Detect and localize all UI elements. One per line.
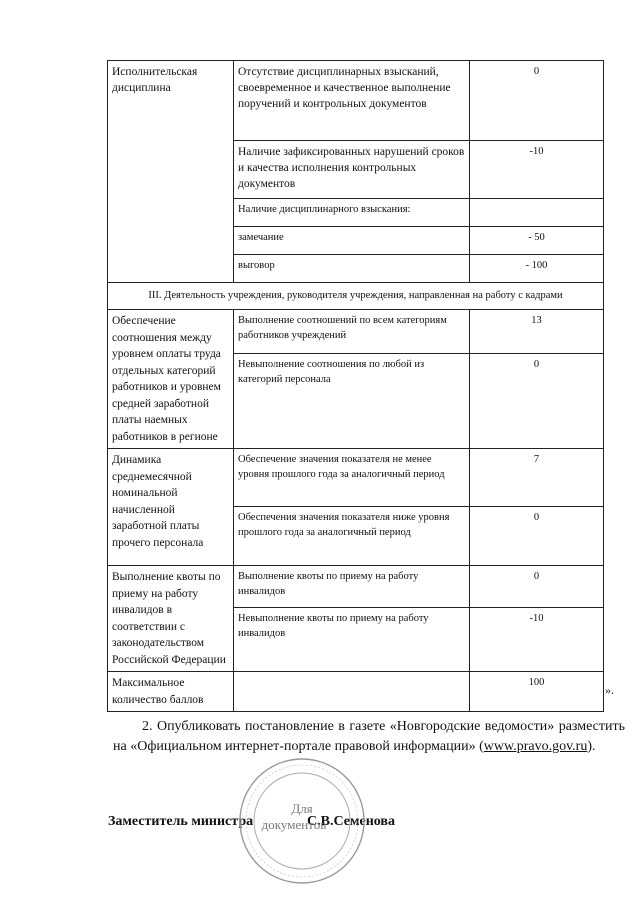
criterion-cell: Невыполнение соотношения по любой из категорий персонала bbox=[234, 353, 470, 448]
indicator-cell: Обеспечение соотношения между уровнем оплаты труда отдельных категорий работников и уровнем средней заработной платы наемных работников в регионе bbox=[108, 310, 234, 449]
paragraph-text bbox=[113, 717, 625, 757]
score-cell: - 50 bbox=[470, 227, 604, 255]
stamp-text-1: Для bbox=[291, 801, 313, 816]
score-cell: -10 bbox=[470, 607, 604, 671]
indicator-cell: Выполнение квоты по приему на работу инвалидов в соответствии с законодательством Российской Федерации bbox=[108, 566, 234, 672]
paragraph-2 bbox=[113, 717, 625, 757]
total-row bbox=[108, 672, 604, 712]
paragraph-number: 2. bbox=[142, 719, 153, 734]
paragraph-body: Опубликовать постановление в газете «Новгородские ведомости» разместить на «Официальном интернет-портале правовой информации» ( bbox=[113, 719, 626, 754]
score-cell: 7 bbox=[470, 449, 604, 507]
score-cell: 0 bbox=[470, 507, 604, 566]
score-cell: -10 bbox=[470, 141, 604, 199]
official-stamp-icon bbox=[236, 755, 368, 887]
table-row bbox=[108, 566, 604, 608]
score-cell: 0 bbox=[470, 566, 604, 608]
criterion-cell: замечание bbox=[234, 227, 470, 255]
section-row bbox=[108, 283, 604, 310]
section-title: III. Деятельность учреждения, руководителя учреждения, направленная на работу с кадрами bbox=[108, 283, 604, 310]
table-row bbox=[108, 310, 604, 354]
criterion-cell: Наличие зафиксированных нарушений сроков и качества исполнения контрольных документов bbox=[234, 141, 470, 199]
pravo-link[interactable]: www.pravo.gov.ru bbox=[483, 739, 588, 754]
score-cell: 0 bbox=[470, 353, 604, 448]
criterion-cell: Невыполнение квоты по приему на работу инвалидов bbox=[234, 607, 470, 671]
score-cell: - 100 bbox=[470, 255, 604, 283]
score-cell: 13 bbox=[470, 310, 604, 354]
criterion-cell: Отсутствие дисциплинарных взысканий, своевременное и качественное выполнение поручений и контрольных документов bbox=[234, 61, 470, 141]
criterion-cell: Выполнение квоты по приему на работу инвалидов bbox=[234, 566, 470, 608]
criteria-table bbox=[107, 60, 604, 712]
criterion-cell: Обеспечения значения показателя ниже уровня прошлого года за аналогичный период bbox=[234, 507, 470, 566]
indicator-cell: Максимальное количество баллов bbox=[108, 672, 234, 712]
score-cell: 0 bbox=[470, 61, 604, 141]
indicator-cell: Динамика среднемесячной номинальной начисленной заработной платы прочего персонала bbox=[108, 449, 234, 566]
criterion-cell: выговор bbox=[234, 255, 470, 283]
stamp-text-2: документов bbox=[261, 817, 327, 832]
indicator-cell: Исполнительская дисциплина bbox=[108, 61, 234, 283]
score-cell: 100 bbox=[470, 672, 604, 712]
criterion-cell: Обеспечение значения показателя не менее уровня прошлого года за аналогичный период bbox=[234, 449, 470, 507]
paragraph-end: ). bbox=[587, 739, 596, 754]
signature-name: С.В.Семенова bbox=[307, 814, 395, 829]
signature-position: Заместитель министра bbox=[108, 814, 254, 829]
table-row bbox=[108, 61, 604, 141]
criterion-cell: Наличие дисциплинарного взыскания: bbox=[234, 199, 470, 227]
table-row bbox=[108, 449, 604, 507]
closing-quote: ». bbox=[605, 683, 614, 697]
criterion-cell bbox=[234, 672, 470, 712]
criterion-cell: Выполнение соотношений по всем категориям работников учреждений bbox=[234, 310, 470, 354]
score-cell bbox=[470, 199, 604, 227]
